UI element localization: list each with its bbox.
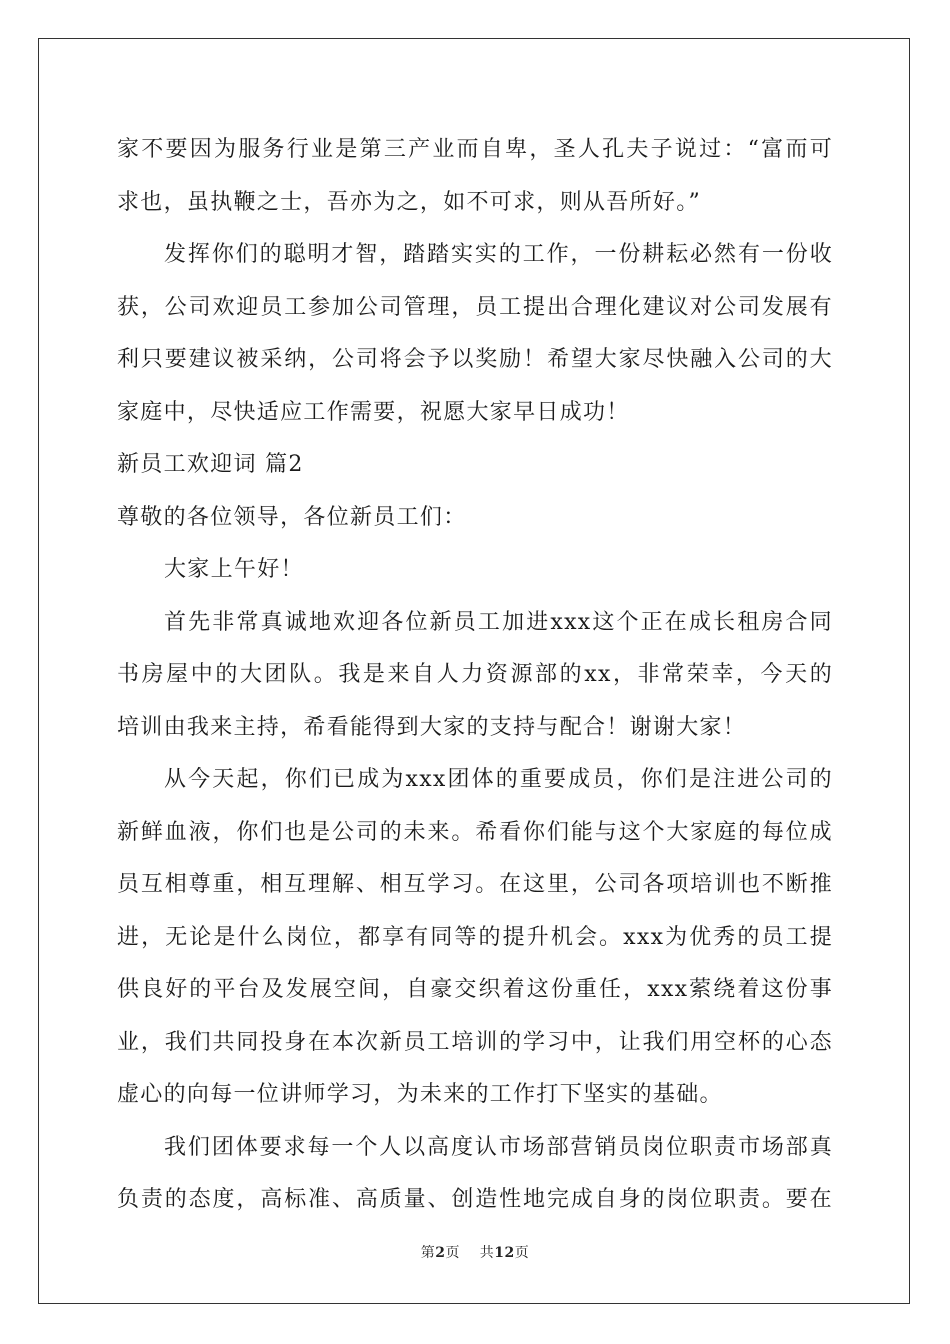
paragraph-2-line-4: 家庭中，尽快适应工作需要，祝愿大家早日成功！: [117, 399, 630, 425]
paragraph-1-line-2: 求也，虽执鞭之士，吾亦为之，如不可求，则从吾所好。”: [117, 189, 702, 215]
paragraph-8-line-1: 我们团体要求每一个人以高度认市场部营销员岗位职责市场部真: [164, 1134, 833, 1160]
footer-prefix: 第: [420, 1245, 436, 1261]
paragraph-1-line-1: 家不要因为服务行业是第三产业而自卑，圣人孔夫子说过：“富而可: [117, 137, 833, 162]
paragraph-6-line-1: 首先非常真诚地欢迎各位新员工加进xxx这个正在成长租房合同: [164, 609, 833, 635]
paragraph-2-line-2: 获，公司欢迎员工参加公司管理，员工提出合理化建议对公司发展有: [117, 294, 833, 320]
paragraph-7-line-1: 从今天起，你们已成为xxx团体的重要成员，你们是注进公司的: [164, 767, 833, 792]
paragraph-3-line-1: 新员工欢迎词 篇2: [117, 452, 304, 477]
footer-middle: 页 共: [445, 1245, 495, 1261]
paragraph-7-line-6: 业，我们共同投身在本次新员工培训的学习中，让我们用空杯的心态: [117, 1029, 833, 1055]
current-page-number: 2: [435, 1245, 446, 1261]
page-footer: [0, 1242, 950, 1262]
paragraph-7-line-7: 虚心的向每一位讲师学习，为未来的工作打下坚实的基础。: [117, 1082, 723, 1107]
paragraph-6-line-3: 培训由我来主持，希看能得到大家的支持与配合！谢谢大家！: [117, 714, 747, 740]
paragraph-7-line-2: 新鲜血液，你们也是公司的未来。希看你们能与这个大家庭的每位成: [117, 819, 833, 845]
footer-suffix: 页: [514, 1245, 530, 1261]
total-pages-number: 12: [494, 1245, 515, 1261]
paragraph-4-line-1: 尊敬的各位领导，各位新员工们：: [117, 504, 467, 530]
document-body: [117, 128, 833, 1231]
paragraph-7-line-4: 进，无论是什么岗位，都享有同等的提升机会。xxx为优秀的员工提: [117, 924, 833, 950]
paragraph-2-line-1: 发挥你们的聪明才智，踏踏实实的工作，一份耕耘必然有一份收: [164, 242, 833, 267]
paragraph-5-line-1: 大家上午好！: [164, 557, 304, 582]
paragraph-6-line-2: 书房屋中的大团队。我是来自人力资源部的xx，非常荣幸，今天的: [117, 662, 833, 687]
paragraph-7-line-3: 员互相尊重，相互理解、相互学习。在这里，公司各项培训也不断推: [117, 872, 833, 897]
paragraph-8-line-2: 负责的态度，高标准、高质量、创造性地完成自身的岗位职责。要在: [117, 1187, 833, 1212]
paragraph-7-line-5: 供良好的平台及发展空间，自豪交织着这份重任，xxx萦绕着这份事: [117, 977, 833, 1002]
paragraph-2-line-3: 利只要建议被采纳，公司将会予以奖励！希望大家尽快融入公司的大: [117, 347, 833, 372]
